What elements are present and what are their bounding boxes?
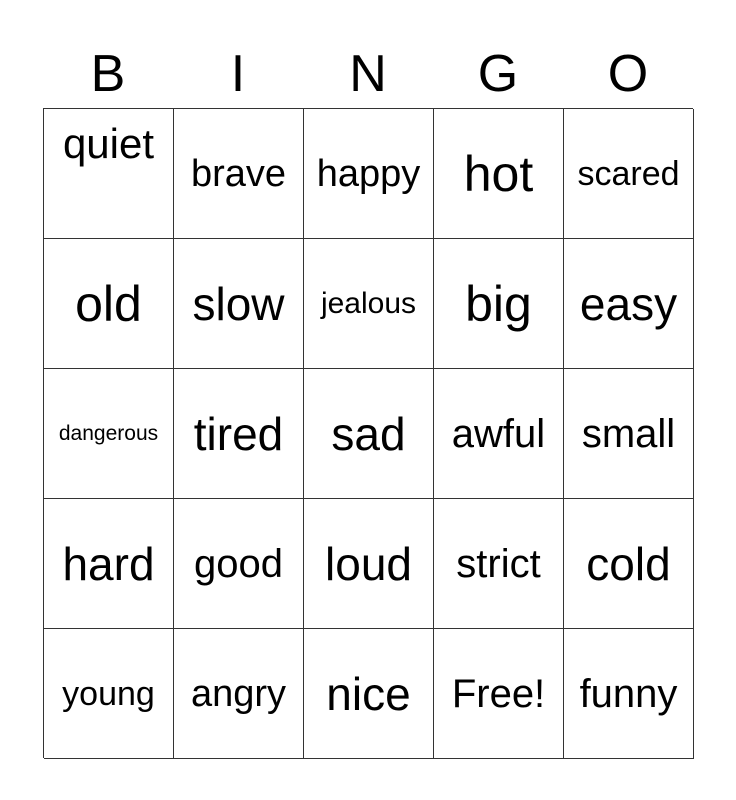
header-letter-b: B bbox=[90, 45, 126, 103]
bingo-cell[interactable]: nice bbox=[304, 629, 434, 759]
bingo-cell[interactable]: angry bbox=[174, 629, 304, 759]
bingo-cell[interactable]: sad bbox=[304, 369, 434, 499]
bingo-cell[interactable]: jealous bbox=[304, 239, 434, 369]
bingo-cell[interactable]: awful bbox=[434, 369, 564, 499]
header-letter-i: I bbox=[230, 45, 246, 103]
bingo-cell[interactable]: slow bbox=[174, 239, 304, 369]
bingo-board bbox=[43, 108, 693, 758]
bingo-cell[interactable]: good bbox=[174, 499, 304, 629]
bingo-cell[interactable]: tired bbox=[174, 369, 304, 499]
bingo-cell[interactable]: dangerous bbox=[44, 369, 174, 499]
bingo-header bbox=[43, 40, 693, 108]
bingo-cell[interactable]: hot bbox=[434, 109, 564, 239]
bingo-cell[interactable]: young bbox=[44, 629, 174, 759]
free-space-cell[interactable]: Free! bbox=[434, 629, 564, 759]
header-letter-o: O bbox=[607, 45, 649, 103]
bingo-cell[interactable]: loud bbox=[304, 499, 434, 629]
bingo-cell[interactable]: strict bbox=[434, 499, 564, 629]
bingo-cell[interactable]: happy bbox=[304, 109, 434, 239]
bingo-cell[interactable]: small bbox=[564, 369, 694, 499]
bingo-cell[interactable]: hard bbox=[44, 499, 174, 629]
bingo-cell[interactable]: scared bbox=[564, 109, 694, 239]
bingo-cell[interactable]: brave bbox=[174, 109, 304, 239]
bingo-cell[interactable]: easy bbox=[564, 239, 694, 369]
bingo-cell[interactable]: cold bbox=[564, 499, 694, 629]
header-letter-g: G bbox=[477, 45, 519, 103]
bingo-cell[interactable]: old bbox=[44, 239, 174, 369]
bingo-cell[interactable]: big bbox=[434, 239, 564, 369]
bingo-cell[interactable]: quiet bbox=[44, 109, 174, 239]
bingo-cell[interactable]: funny bbox=[564, 629, 694, 759]
header-letter-n: N bbox=[349, 45, 387, 103]
